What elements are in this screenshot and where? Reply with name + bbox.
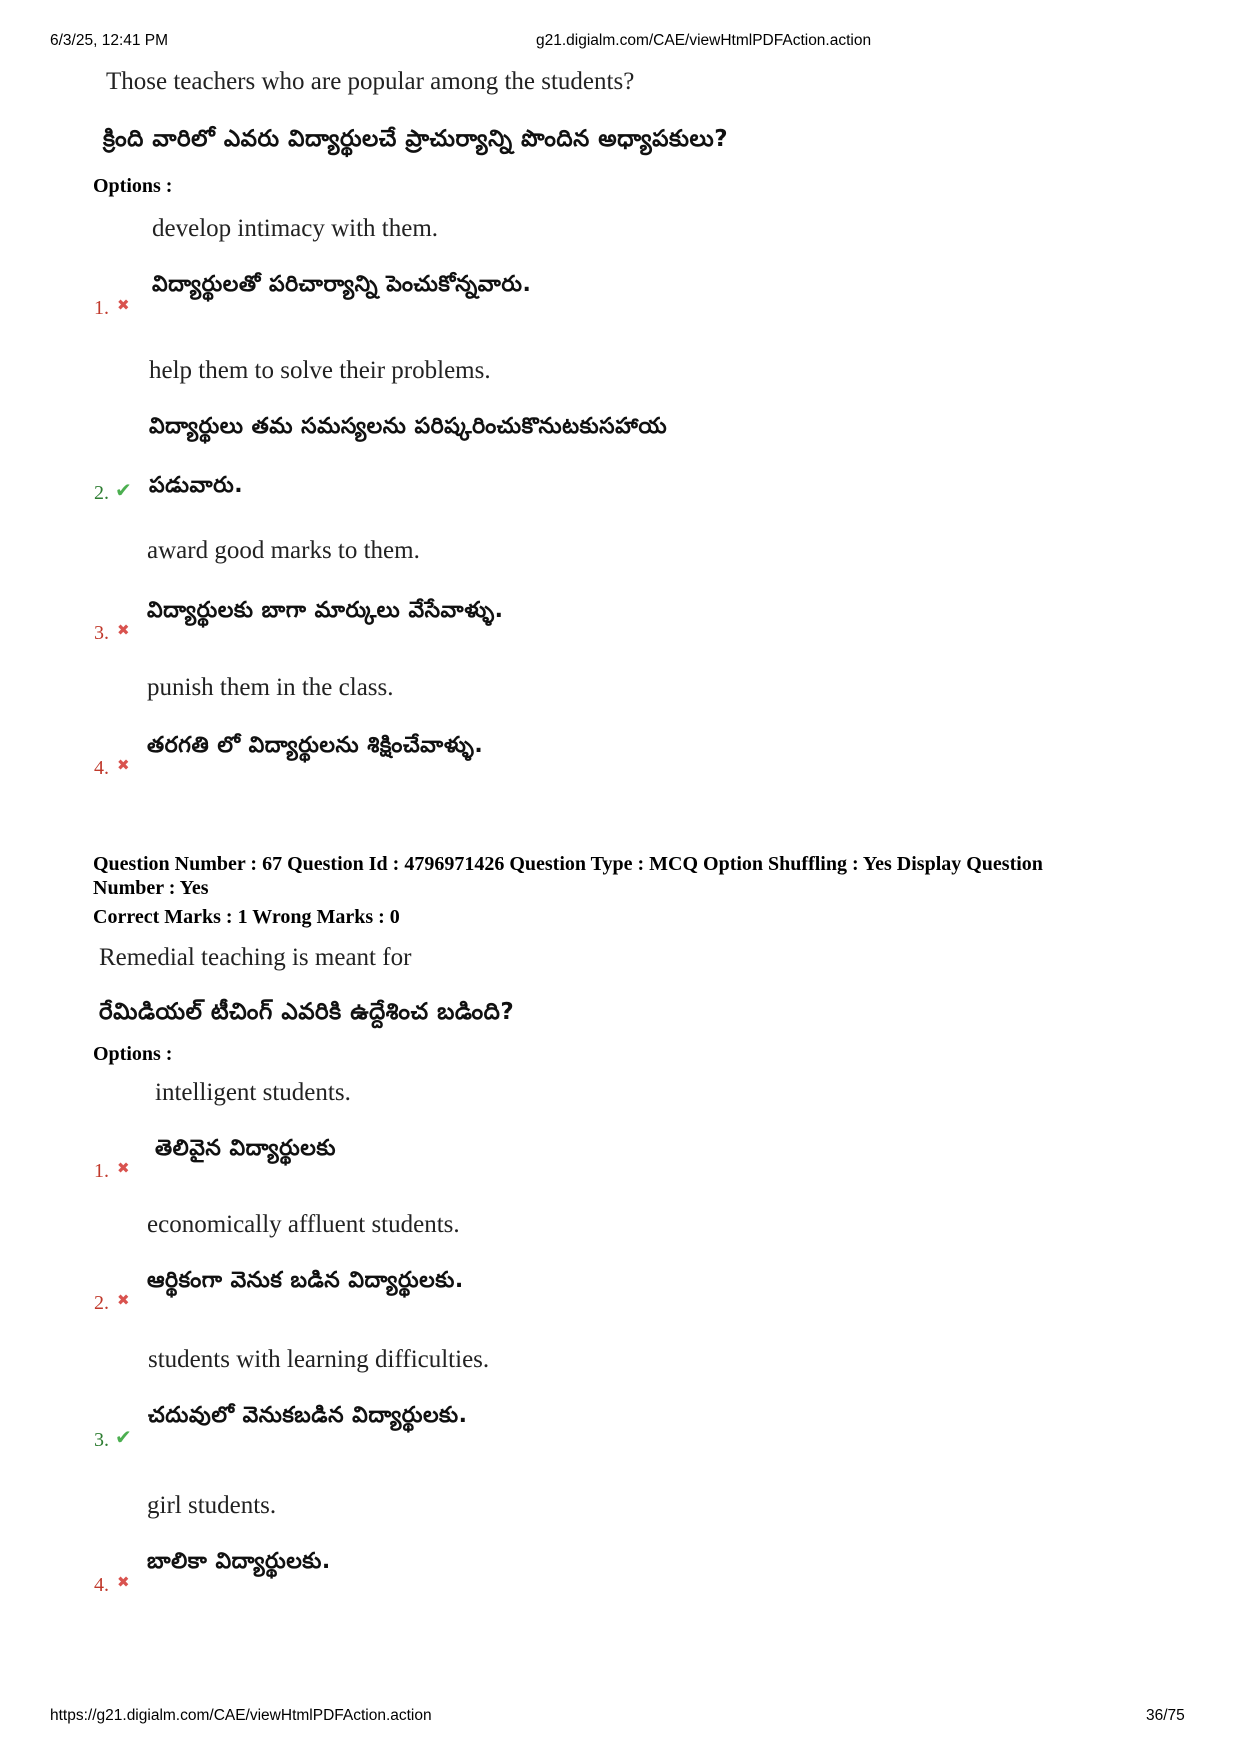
option-number: 3. [94, 1429, 109, 1451]
option-number: 3. [94, 622, 109, 644]
option-text-te: విద్యార్థులతో పరిచార్యాన్ని పెంచుకోన్నవారు. [152, 272, 532, 297]
wrong-mark-icon: ✖ [117, 1291, 130, 1309]
page-number: 36/75 [1146, 1707, 1185, 1724]
option-text-te: బాలికా విద్యార్థులకు. [147, 1549, 331, 1574]
option-text-en: students with learning difficulties. [148, 1346, 490, 1373]
option-number: 2. [94, 1292, 109, 1314]
footer-url: https://g21.digialm.com/CAE/viewHtmlPDFAction.action [50, 1707, 432, 1724]
question-metadata-continued: Number : Yes [93, 877, 209, 899]
option-number: 1. [94, 1160, 109, 1182]
option-number: 1. [94, 297, 109, 319]
correct-check-icon: ✔ [115, 1425, 132, 1449]
wrong-mark-icon: ✖ [117, 1573, 130, 1591]
option-text-en: punish them in the class. [147, 674, 394, 701]
option-text-te: విద్యార్థులకు బాగా మార్కులు వేసేవాళ్ళు. [147, 598, 504, 623]
option-text-en: help them to solve their problems. [149, 357, 491, 384]
question-text-en: Remedial teaching is meant for [99, 944, 412, 971]
correct-check-icon: ✔ [115, 478, 132, 502]
option-number: 2. [94, 482, 109, 504]
option-text-te: తెలివైన విద్యార్థులకు [155, 1136, 336, 1161]
print-datetime: 6/3/25, 12:41 PM [50, 32, 169, 49]
question-text-te: రేమిడియల్ టీచింగ్ ఎవరికి ఉద్దేశించ బడింది? [99, 999, 515, 1025]
option-text-en: intelligent students. [155, 1079, 351, 1106]
wrong-mark-icon: ✖ [117, 296, 130, 314]
option-number: 4. [94, 1574, 109, 1596]
option-number: 4. [94, 757, 109, 779]
wrong-mark-icon: ✖ [117, 621, 130, 639]
option-text-en: economically affluent students. [147, 1211, 460, 1238]
wrong-mark-icon: ✖ [117, 1159, 130, 1177]
option-text-te: తరగతి లో విద్యార్థులను శిక్షించేవాళ్ళు. [147, 733, 484, 758]
question-text-te: క్రింది వారిలో ఎవరు విద్యార్థులచే ప్రాచుర్యాన్ని పొందిన అధ్యాపకులు? [103, 126, 729, 152]
options-label: Options : [93, 175, 173, 197]
question-metadata: Question Number : 67 Question Id : 4796971426 Question Type : MCQ Option Shuffling : Yes Display Question [93, 853, 1043, 875]
option-text-en: award good marks to them. [147, 537, 420, 564]
option-text-te-continued: పడువారు. [149, 473, 244, 498]
option-text-te: ఆర్థికంగా వెనుక బడిన విద్యార్థులకు. [147, 1268, 464, 1293]
option-text-en: develop intimacy with them. [152, 215, 439, 242]
wrong-mark-icon: ✖ [117, 756, 130, 774]
option-text-te: చదువులో వెనుకబడిన విద్యార్థులకు. [148, 1403, 468, 1428]
options-label: Options : [93, 1043, 173, 1065]
option-text-en: girl students. [147, 1492, 277, 1519]
option-text-te: విద్యార్థులు తమ సమస్యలను పరిష్కరించుకొనుటకుసహాయ [149, 414, 668, 439]
question-text-en: Those teachers who are popular among the students? [106, 68, 635, 95]
marks-info: Correct Marks : 1 Wrong Marks : 0 [93, 906, 400, 928]
print-url: g21.digialm.com/CAE/viewHtmlPDFAction.action [536, 32, 872, 49]
